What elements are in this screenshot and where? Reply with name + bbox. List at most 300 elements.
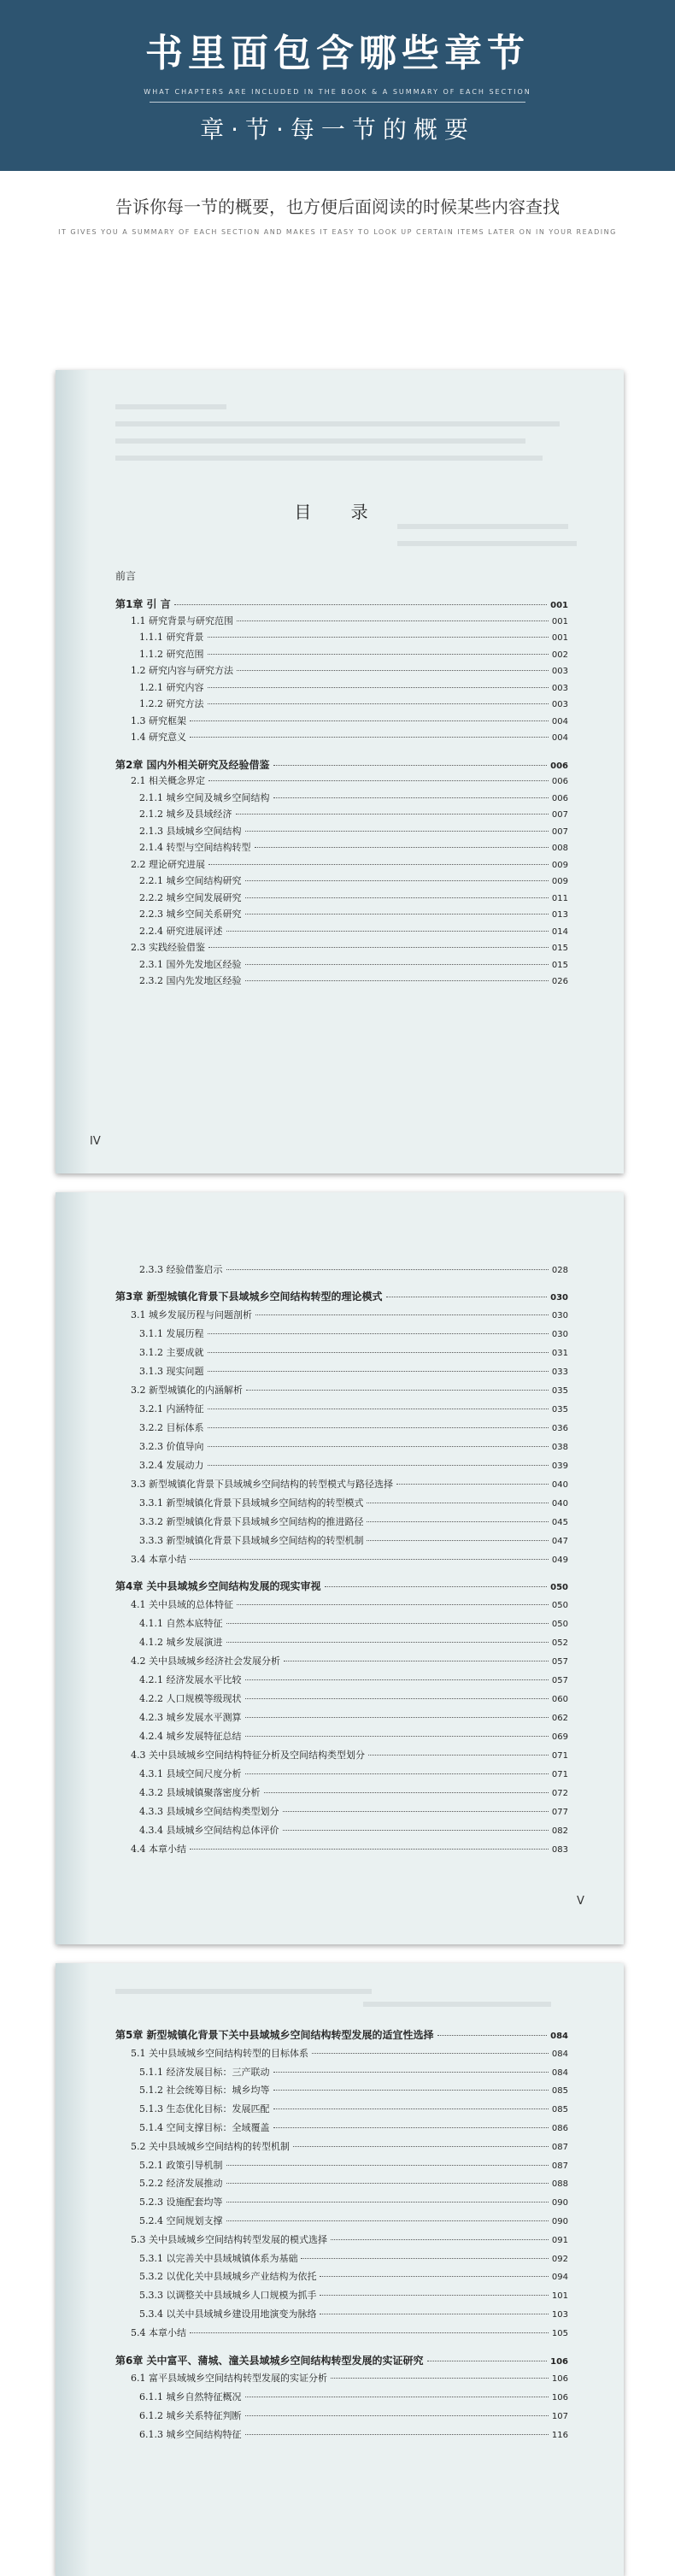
toc-entry-page: 001 xyxy=(551,633,568,643)
toc-leader-dots xyxy=(245,1736,549,1737)
toc-leader-dots xyxy=(245,1698,549,1699)
toc-section xyxy=(131,940,568,954)
toc-leader-dots xyxy=(236,814,549,815)
toc-subsection xyxy=(139,1262,568,1276)
toc-entry-label: 3.2.4 发展动力 xyxy=(139,1460,204,1471)
toc-entry-label: 第6章 关中富平、蒲城、潼关县域城乡空间结构转型发展的实证研究 xyxy=(115,2354,424,2367)
toc-leader-dots xyxy=(245,1717,549,1718)
toc-leader-dots xyxy=(226,2220,549,2221)
toc-leader-dots xyxy=(208,864,549,865)
toc-leader-dots xyxy=(208,947,549,948)
toc-subsection xyxy=(139,1533,568,1547)
toc-entry-page: 031 xyxy=(551,1349,568,1358)
toc-entry-label: 第2章 国内外相关研究及经验借鉴 xyxy=(115,758,270,771)
toc-subsection xyxy=(139,1420,568,1434)
toc-subsection xyxy=(139,1326,568,1340)
toc-entry-page: 035 xyxy=(551,1405,568,1414)
toc-section xyxy=(131,2139,568,2153)
toc-entry-label: 5.1.1 经济发展目标：三产联动 xyxy=(139,2066,270,2078)
bleed-through-text xyxy=(115,438,525,444)
toc-leader-dots xyxy=(174,604,547,605)
toc-entry-page: 090 xyxy=(551,2217,568,2226)
toc-entry-label: 5.4 本章小结 xyxy=(131,2326,186,2338)
toc-entry-label: 第3章 新型城镇化背景下县域城乡空间结构转型的理论模式 xyxy=(115,1291,383,1303)
toc-entry-label: 3.3.3 新型城镇化背景下县域城乡空间结构的转型机制 xyxy=(139,1535,364,1546)
toc-entry-label: 3.1 城乡发展历程与问题剖析 xyxy=(131,1309,252,1320)
toc-leader-dots xyxy=(237,670,549,671)
toc-subsection xyxy=(139,1496,568,1509)
toc-subsection xyxy=(139,2307,568,2320)
toc-subsection xyxy=(139,1767,568,1780)
toc-entry-page: 045 xyxy=(551,1518,568,1527)
toc-entry-page: 001 xyxy=(551,616,568,626)
toc-subsection xyxy=(139,2390,568,2403)
toc-section xyxy=(131,730,568,744)
toc-leader-dots xyxy=(208,1465,549,1466)
toc-entry-label: 2.1.4 转型与空间结构转型 xyxy=(139,842,251,853)
toc-entry-page: 011 xyxy=(551,893,568,903)
toc-leader-dots xyxy=(367,1540,548,1541)
toc-entry-page: 084 xyxy=(550,2032,568,2041)
toc-entry-label: 5.1.4 空间支撑目标：全域覆盖 xyxy=(139,2122,270,2133)
toc-entry-page: 015 xyxy=(551,960,568,970)
toc-entry-label: 5.3.1 以完善关中县域城镇体系为基础 xyxy=(139,2252,298,2264)
toc-subsection xyxy=(139,2120,568,2134)
toc-section xyxy=(131,857,568,871)
toc-leader-dots xyxy=(208,1333,549,1334)
toc-leader-dots xyxy=(245,980,549,981)
header-banner xyxy=(0,0,675,171)
toc-entry-label: 5.2.3 设施配套均等 xyxy=(139,2197,223,2208)
intro-text-en: IT GIVES YOU A SUMMARY OF EACH SECTION AND MAKES IT EASY TO LOOK UP CERTAIN ITEMS LATER ON IN YOUR READING xyxy=(58,228,617,236)
toc-entry-label: 2.3.1 国外先发地区经验 xyxy=(139,958,242,970)
toc-leader-dots xyxy=(190,737,549,738)
toc-leader-dots xyxy=(190,1559,549,1560)
toc-leader-dots xyxy=(320,2295,548,2296)
toc-entry-label: 4.3.4 县域城乡空间结构总体评价 xyxy=(139,1825,279,1836)
preface-label: 前言 xyxy=(115,570,137,582)
toc-subsection xyxy=(139,2288,568,2302)
toc-leader-dots xyxy=(208,637,549,638)
toc-leader-dots xyxy=(245,880,549,881)
toc-entry-page: 072 xyxy=(551,1789,568,1798)
toc-subsection xyxy=(139,1673,568,1686)
toc-section xyxy=(131,1552,568,1566)
toc-entry-label: 2.1 相关概念界定 xyxy=(131,775,205,786)
toc-entry-label: 2.3 实践经验借鉴 xyxy=(131,942,205,953)
toc-leader-dots xyxy=(245,2415,549,2416)
bleed-through-text xyxy=(115,421,560,426)
toc-entry-page: 035 xyxy=(551,1386,568,1396)
toc-entry-label: 3.3 新型城镇化背景下县域城乡空间结构的转型模式与路径选择 xyxy=(131,1479,393,1490)
toc-section xyxy=(131,2326,568,2339)
toc-entry-label: 1.1.2 研究范围 xyxy=(139,648,204,660)
toc-leader-dots xyxy=(273,2127,549,2128)
toc-entry-page: 077 xyxy=(551,1808,568,1817)
toc-entry-label: 5.1 关中县域城乡空间结构转型的目标体系 xyxy=(131,2047,308,2059)
toc-entry-label: 5.3.3 以调整关中县域城乡人口规模为抓手 xyxy=(139,2290,317,2302)
toc-subsection xyxy=(139,1345,568,1359)
toc-entry-label: 3.2.1 内涵特征 xyxy=(139,1403,204,1414)
toc-entry-label: 4.2.4 城乡发展特征总结 xyxy=(139,1731,242,1742)
toc-entry-label: 3.1.2 主要成就 xyxy=(139,1347,204,1358)
toc-entry-page: 057 xyxy=(551,1676,568,1685)
banner-divider xyxy=(150,102,525,103)
toc-section xyxy=(131,1597,568,1611)
toc-entry-label: 1.3 研究框架 xyxy=(131,715,186,726)
toc-section xyxy=(131,2232,568,2246)
toc-entry-page: 026 xyxy=(551,977,568,986)
toc-entry-label: 2.2.3 城乡空间关系研究 xyxy=(139,909,242,920)
intro-text: 告诉你每一节的概要，也方便后面阅读的时候某些内容查找 xyxy=(115,197,560,217)
toc-leader-dots xyxy=(190,720,549,721)
toc-entry-page: 116 xyxy=(551,2430,568,2440)
toc-subsection xyxy=(139,2408,568,2422)
toc-leader-dots xyxy=(283,1830,549,1831)
toc-chapter xyxy=(115,597,568,611)
toc-section xyxy=(131,714,568,727)
bleed-through-text xyxy=(397,524,568,529)
toc-entry-page: 071 xyxy=(551,1770,568,1779)
toc-section xyxy=(131,1842,568,1856)
toc-subsection xyxy=(139,647,568,661)
toc-entry-page: 052 xyxy=(551,1638,568,1648)
page-number: IV xyxy=(90,1135,101,1148)
toc-leader-dots xyxy=(301,2258,548,2259)
toc-entry-page: 087 xyxy=(551,2142,568,2152)
toc-entry-page: 083 xyxy=(551,1845,568,1855)
toc-entry-label: 4.2.2 人口规模等级现状 xyxy=(139,1693,242,1704)
toc-entry-label: 5.3 关中县域城乡空间结构转型发展的模式选择 xyxy=(131,2233,327,2245)
toc-subsection xyxy=(139,2158,568,2172)
toc-entry-label: 第4章 关中县域城乡空间结构发展的现实审视 xyxy=(115,1580,321,1592)
toc-entry-page: 087 xyxy=(551,2161,568,2171)
toc-entry-label: 4.2 关中县域城乡经济社会发展分析 xyxy=(131,1656,280,1667)
toc-leader-dots xyxy=(273,2090,549,2091)
toc-entry-page: 084 xyxy=(551,2067,568,2078)
toc-entry-label: 第5章 新型城镇化背景下关中县域城乡空间结构转型发展的适宜性选择 xyxy=(115,2029,434,2041)
toc-leader-dots xyxy=(368,1755,549,1756)
toc-entry-label: 4.3.3 县域城乡空间结构类型划分 xyxy=(139,1806,279,1817)
toc-entry-page: 091 xyxy=(551,2235,568,2245)
toc-subsection xyxy=(139,1635,568,1649)
toc-section xyxy=(131,2371,568,2385)
toc-subsection xyxy=(139,1458,568,1472)
toc-page-3 xyxy=(56,1963,624,2576)
toc-subsection xyxy=(139,2214,568,2227)
toc-leader-dots xyxy=(245,964,549,965)
toc-leader-dots xyxy=(190,1849,549,1850)
toc-section xyxy=(131,1383,568,1397)
toc-entry-label: 2.2.2 城乡空间发展研究 xyxy=(139,891,242,903)
toc-leader-dots xyxy=(245,1679,549,1680)
toc-entry-label: 1.2.2 研究方法 xyxy=(139,698,204,709)
toc-entry-label: 4.3.2 县域城镇聚落密度分析 xyxy=(139,1787,261,1798)
toc-title: 目 录 xyxy=(294,502,385,522)
toc-entry-page: 062 xyxy=(551,1714,568,1723)
toc-entry-label: 3.4 本章小结 xyxy=(131,1554,186,1565)
toc-entry-page: 040 xyxy=(551,1499,568,1509)
toc-chapter xyxy=(115,2027,568,2042)
toc-leader-dots xyxy=(437,2035,548,2036)
toc-subsection xyxy=(139,1616,568,1630)
toc-entry-label: 4.2.1 经济发展水平比较 xyxy=(139,1674,242,1685)
toc-entry-label: 3.2.2 目标体系 xyxy=(139,1422,204,1433)
toc-subsection xyxy=(139,891,568,904)
toc-page-1 xyxy=(56,370,624,1173)
bleed-through-text xyxy=(397,541,577,546)
toc-entry-page: 003 xyxy=(551,667,568,676)
toc-leader-dots xyxy=(208,654,549,655)
banner-title: 书里面包含哪些章节 xyxy=(145,32,530,75)
toc-subsection xyxy=(139,1804,568,1818)
toc-entry-page: 014 xyxy=(551,926,568,937)
toc-entry-label: 3.1.3 现实问题 xyxy=(139,1366,204,1377)
toc-entry-label: 3.2 新型城镇化的内涵解析 xyxy=(131,1385,243,1396)
toc-leader-dots xyxy=(208,687,549,688)
toc-chapter xyxy=(115,2353,568,2367)
toc-leader-dots xyxy=(331,2378,549,2379)
toc-leader-dots xyxy=(237,620,549,621)
toc-subsection xyxy=(139,2102,568,2115)
toc-entry-label: 4.3 关中县域城乡空间结构特征分析及空间结构类型划分 xyxy=(131,1750,365,1761)
toc-entry-label: 2.3.3 经验借鉴启示 xyxy=(139,1264,223,1275)
toc-entry-page: 107 xyxy=(551,2412,568,2421)
toc-leader-dots xyxy=(312,2053,549,2054)
toc-leader-dots xyxy=(273,2072,549,2073)
toc-subsection xyxy=(139,957,568,971)
toc-entry-page: 013 xyxy=(551,910,568,920)
toc-entry-label: 5.3.4 以关中县域城乡建设用地演变为脉络 xyxy=(139,2308,317,2320)
toc-entry-page: 009 xyxy=(551,860,568,870)
toc-entry-label: 6.1.2 城乡关系特征判断 xyxy=(139,2410,242,2421)
toc-subsection xyxy=(139,1710,568,1724)
toc-entry-label: 5.1.3 生态优化目标：发展匹配 xyxy=(139,2103,270,2115)
toc-entry-page: 086 xyxy=(551,2124,568,2133)
toc-leader-dots xyxy=(273,2108,549,2109)
toc-entry-page: 106 xyxy=(551,2393,568,2403)
toc-leader-dots xyxy=(245,897,549,898)
toc-entry-page: 049 xyxy=(551,1556,568,1565)
toc-subsection xyxy=(139,824,568,838)
toc-entry-label: 6.1 富平县域城乡空间结构转型发展的实证分析 xyxy=(131,2373,327,2385)
toc-subsection xyxy=(139,1691,568,1705)
toc-entry-page: 085 xyxy=(551,2105,568,2115)
toc-subsection xyxy=(139,791,568,804)
toc-leader-dots xyxy=(273,797,549,798)
toc-entry-page: 030 xyxy=(550,1293,568,1303)
toc-entry-page: 030 xyxy=(551,1330,568,1339)
toc-entry-label: 4.1.2 城乡发展演进 xyxy=(139,1637,223,1648)
toc-entry-label: 3.2.3 价值导向 xyxy=(139,1441,204,1452)
toc-entry-page: 003 xyxy=(551,683,568,693)
toc-leader-dots xyxy=(208,780,549,781)
toc-entry-page: 002 xyxy=(551,650,568,660)
toc-leader-dots xyxy=(331,2239,549,2240)
toc-subsection xyxy=(139,2269,568,2283)
toc-entry-page: 008 xyxy=(551,844,568,853)
toc-section xyxy=(131,614,568,627)
toc-entry-label: 2.1.2 城乡及县域经济 xyxy=(139,809,232,820)
toc-subsection xyxy=(139,680,568,694)
toc-entry-page: 088 xyxy=(551,2179,568,2190)
banner-subtitle: 章·节·每一节的概要 xyxy=(200,115,475,144)
toc-subsection xyxy=(139,2083,568,2097)
toc-subsection xyxy=(139,807,568,820)
toc-entry-label: 5.1.2 社会统筹目标：城乡均等 xyxy=(139,2085,270,2097)
toc-leader-dots xyxy=(255,847,549,848)
toc-entry-page: 007 xyxy=(551,826,568,837)
page-number: V xyxy=(577,1895,584,1908)
toc-subsection xyxy=(139,1514,568,1528)
toc-entry-page: 090 xyxy=(551,2198,568,2208)
toc-entry-page: 084 xyxy=(551,2049,568,2059)
bleed-through-text xyxy=(115,456,543,461)
toc-entry-label: 1.2.1 研究内容 xyxy=(139,681,204,693)
toc-chapter xyxy=(115,1579,568,1593)
toc-subsection xyxy=(139,924,568,938)
toc-section xyxy=(131,1308,568,1321)
toc-entry-label: 4.1 关中县域的总体特征 xyxy=(131,1599,233,1610)
toc-entry-page: 007 xyxy=(551,810,568,820)
toc-subsection xyxy=(139,2195,568,2208)
toc-entry-label: 4.4 本章小结 xyxy=(131,1844,186,1855)
toc-section xyxy=(131,1748,568,1761)
toc-leader-dots xyxy=(226,931,549,932)
toc-entry-page: 001 xyxy=(550,601,568,610)
toc-subsection xyxy=(139,1785,568,1799)
toc-entry-label: 2.1.3 县域城乡空间结构 xyxy=(139,825,242,837)
toc-section xyxy=(131,663,568,677)
toc-entry-page: 082 xyxy=(551,1826,568,1836)
toc-subsection xyxy=(139,907,568,920)
toc-leader-dots xyxy=(208,1446,549,1447)
toc-page-2 xyxy=(56,1192,624,1944)
toc-entry-page: 006 xyxy=(551,777,568,786)
toc-entry-label: 5.2.2 经济发展推动 xyxy=(139,2178,223,2190)
toc-entry-label: 2.2.4 研究进展评述 xyxy=(139,925,223,937)
toc-leader-dots xyxy=(246,1390,549,1391)
toc-leader-dots xyxy=(245,914,549,915)
toc-entry-label: 2.1.1 城乡空间及城乡空间结构 xyxy=(139,791,270,803)
toc-entry-page: 103 xyxy=(551,2310,568,2320)
toc-leader-dots xyxy=(273,765,548,766)
toc-leader-dots xyxy=(226,2202,549,2203)
toc-entry-label: 3.1.1 发展历程 xyxy=(139,1328,204,1339)
toc-entry-page: 105 xyxy=(551,2328,568,2338)
toc-entry-page: 050 xyxy=(550,1583,568,1592)
toc-entry-page: 009 xyxy=(551,877,568,886)
toc-section xyxy=(131,1654,568,1667)
toc-leader-dots xyxy=(245,831,549,832)
toc-subsection xyxy=(139,1364,568,1378)
toc-subsection xyxy=(139,1729,568,1743)
toc-subsection xyxy=(139,1823,568,1837)
bleed-through-text xyxy=(115,1989,372,1994)
toc-entry-page: 071 xyxy=(551,1751,568,1761)
toc-entry-page: 033 xyxy=(551,1367,568,1377)
toc-entry-label: 2.2 理论研究进展 xyxy=(131,858,205,870)
toc-entry-label: 1.4 研究意义 xyxy=(131,732,186,743)
toc-entry-page: 106 xyxy=(551,2374,568,2385)
toc-entry-label: 6.1.3 城乡空间结构特征 xyxy=(139,2428,242,2440)
toc-leader-dots xyxy=(237,1604,549,1605)
toc-leader-dots xyxy=(190,2332,549,2333)
toc-subsection xyxy=(139,2427,568,2441)
toc-subsection xyxy=(139,973,568,987)
toc-leader-dots xyxy=(245,2434,549,2435)
toc-subsection xyxy=(139,697,568,710)
toc-entry-page: 101 xyxy=(551,2291,568,2302)
toc-subsection xyxy=(139,1402,568,1415)
toc-entry-page: 092 xyxy=(551,2254,568,2264)
toc-entry-label: 3.3.1 新型城镇化背景下县域城乡空间结构的转型模式 xyxy=(139,1497,364,1509)
toc-entry-label: 3.3.2 新型城镇化背景下县域城乡空间结构的推进路径 xyxy=(139,1516,364,1527)
toc-leader-dots xyxy=(245,1773,549,1774)
toc-entry-label: 1.1.1 研究背景 xyxy=(139,632,204,643)
toc-entry-page: 039 xyxy=(551,1461,568,1471)
toc-leader-dots xyxy=(208,1427,549,1428)
toc-entry-label: 5.2.1 政策引导机制 xyxy=(139,2159,223,2171)
toc-entry-page: 038 xyxy=(551,1443,568,1452)
toc-section xyxy=(131,773,568,787)
toc-entry-page: 030 xyxy=(551,1311,568,1320)
toc-entry-label: 第1章 引 言 xyxy=(115,598,171,610)
toc-subsection xyxy=(139,873,568,887)
toc-leader-dots xyxy=(293,2146,549,2147)
toc-leader-dots xyxy=(367,1521,548,1522)
bleed-through-text xyxy=(363,2002,551,2007)
toc-entry-page: 060 xyxy=(551,1695,568,1704)
banner-subtitle-en: WHAT CHAPTERS ARE INCLUDED IN THE BOOK & A SUMMARY OF EACH SECTION xyxy=(144,88,531,96)
toc-entry-label: 5.2 关中县域城乡空间结构的转型机制 xyxy=(131,2140,290,2152)
toc-entry-page: 004 xyxy=(551,733,568,743)
toc-entry-page: 003 xyxy=(551,700,568,709)
toc-section xyxy=(131,2046,568,2060)
bleed-through-text xyxy=(115,404,226,409)
toc-entry-page: 085 xyxy=(551,2086,568,2097)
toc-entry-label: 4.3.1 县域空间尺度分析 xyxy=(139,1768,242,1779)
toc-leader-dots xyxy=(226,1642,549,1643)
toc-entry-page: 040 xyxy=(551,1480,568,1490)
toc-subsection xyxy=(139,630,568,644)
toc-entry-page: 106 xyxy=(550,2356,568,2367)
toc-entry-page: 050 xyxy=(551,1601,568,1610)
toc-leader-dots xyxy=(396,1484,549,1485)
toc-leader-dots xyxy=(226,2165,549,2166)
toc-entry-page: 057 xyxy=(551,1657,568,1667)
toc-entry-page: 006 xyxy=(550,761,568,771)
toc-entry-page: 028 xyxy=(551,1266,568,1275)
toc-subsection xyxy=(139,2251,568,2265)
toc-leader-dots xyxy=(283,1811,549,1812)
toc-entry-label: 4.1.1 自然本底特征 xyxy=(139,1618,223,1629)
toc-entry-label: 5.2.4 空间规划支撑 xyxy=(139,2215,223,2226)
toc-entry-page: 006 xyxy=(551,793,568,803)
toc-entry-label: 4.2.3 城乡发展水平测算 xyxy=(139,1712,242,1723)
toc-leader-dots xyxy=(255,1314,549,1315)
toc-subsection xyxy=(139,1439,568,1453)
toc-leader-dots xyxy=(226,1269,549,1270)
toc-entry-label: 2.2.1 城乡空间结构研究 xyxy=(139,875,242,886)
toc-leader-dots xyxy=(226,2183,549,2184)
toc-entry-label: 1.2 研究内容与研究方法 xyxy=(131,665,233,676)
toc-entry-label: 6.1.1 城乡自然特征概况 xyxy=(139,2391,242,2403)
toc-subsection xyxy=(139,2176,568,2190)
toc-entry-page: 004 xyxy=(551,716,568,726)
toc-entry-page: 015 xyxy=(551,944,568,953)
toc-subsection xyxy=(139,840,568,854)
